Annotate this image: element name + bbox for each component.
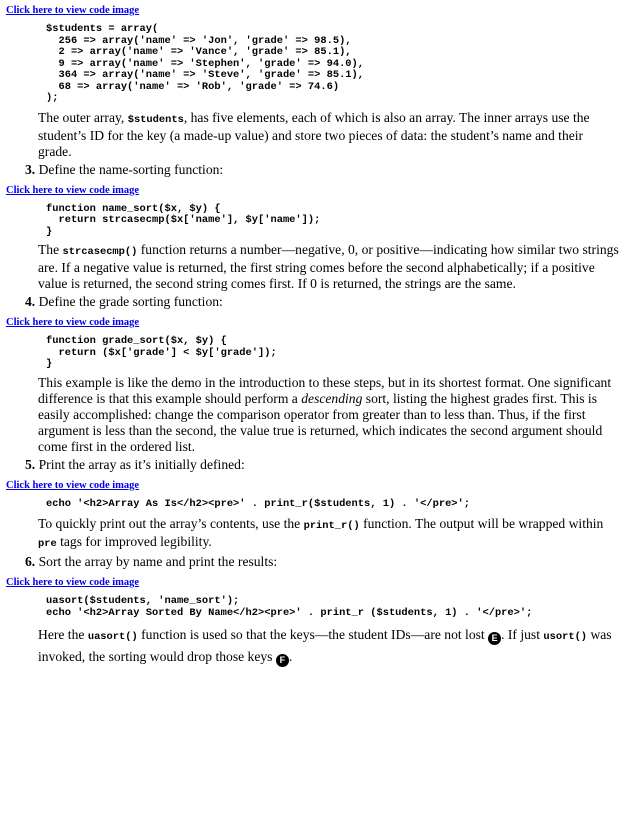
- code-block-name-sort: function name_sort($x, $y) { return strcasecmp($x['name'], $y['name']); }: [46, 202, 321, 238]
- step-number: 5.: [25, 456, 36, 472]
- emphasis: descending: [301, 390, 363, 406]
- code-block-echo-array: echo '<h2>Array As Is</h2><pre>' . print_r($students, 1) . '</pre>';: [46, 497, 471, 510]
- step-5: 5. Print the array as it’s initially defined:: [25, 456, 245, 472]
- code-block-grade-sort: function grade_sort($x, $y) { return ($x['grade'] < $y['grade']); }: [46, 335, 277, 370]
- paragraph-print-r: To quickly print out the array’s contents, use the print_r() function. The output will be wrapped within pre tags for improved legibility.: [38, 516, 604, 550]
- view-code-image-link[interactable]: Click here to view code image: [6, 577, 140, 588]
- inline-code: uasort(): [87, 631, 138, 643]
- callout-f-icon: F: [276, 654, 289, 667]
- view-code-image-link[interactable]: Click here to view code image: [6, 479, 140, 491]
- paragraph-descending-sort: This example is like the demo in the introduction to these steps, but in its shortest format. One significant difference is that this example should perform a descending sort, listing the highest grades first. This is easily accomplished: change the comparison operator from greater than to less than. Thus, if the first argument is less than the second, the value true is returned, which indicates the second argument should come first in the ordered list.: [38, 374, 612, 454]
- inline-code: $students: [127, 113, 184, 126]
- step-number: 4.: [25, 294, 36, 309]
- step-4: 4. Define the grade sorting function:: [25, 294, 223, 309]
- view-code-image-link[interactable]: Click here to view code image: [6, 317, 140, 328]
- view-code-image-link[interactable]: Click here to view code image: [6, 5, 140, 16]
- step-3: 3. Define the name-sorting function:: [25, 161, 224, 177]
- step-number: 6.: [25, 554, 36, 569]
- inline-code: print_r(): [303, 520, 360, 532]
- paragraph-outer-array: The outer array, $students, has five elements, each of which is also an array. The inner arrays use the student’s ID for the key (a made-up value) and store two pieces of data: the student’s name and their grade.: [38, 109, 590, 159]
- code-block-uasort: uasort($students, 'name_sort'); echo '<h2>Array Sorted By Name</h2><pre>' . print_r ($students, 1) . '</pre>';: [46, 595, 533, 619]
- code-block-students-array: $students = array( 256 => array('name' => 'Jon', 'grade' => 98.5), 2 => array('name' => 'Vance', 'grade' => 85.1), 9 => array('name' => 'Stephen', 'grade' => 94.0), 364 => array('name' => 'Steve', 'grade' => 85.1), 68 => array('name' => 'Rob', 'grade' => 74.6) );: [46, 23, 365, 104]
- step-6: 6. Sort the array by name and print the results:: [25, 554, 278, 569]
- inline-code: strcasecmp(): [62, 246, 138, 258]
- paragraph-strcasecmp: The strcasecmp() function returns a number—negative, 0, or positive—indicating how similar two strings are. If a negative value is returned, the first string comes before the second alphabetically; if a positive value is returned, the second string comes first. If 0 is returned, the strings are the same.: [38, 242, 619, 291]
- step-number: 3.: [25, 161, 36, 177]
- callout-e-icon: E: [488, 632, 501, 645]
- paragraph-uasort: Here the uasort() function is used so that the keys—the student IDs—are not lost E . If just usort() was invoked, the sorting would drop those keys F .: [38, 627, 612, 665]
- inline-code: usort(): [543, 631, 588, 643]
- view-code-image-link[interactable]: Click here to view code image: [6, 184, 140, 196]
- inline-code: pre: [38, 538, 57, 550]
